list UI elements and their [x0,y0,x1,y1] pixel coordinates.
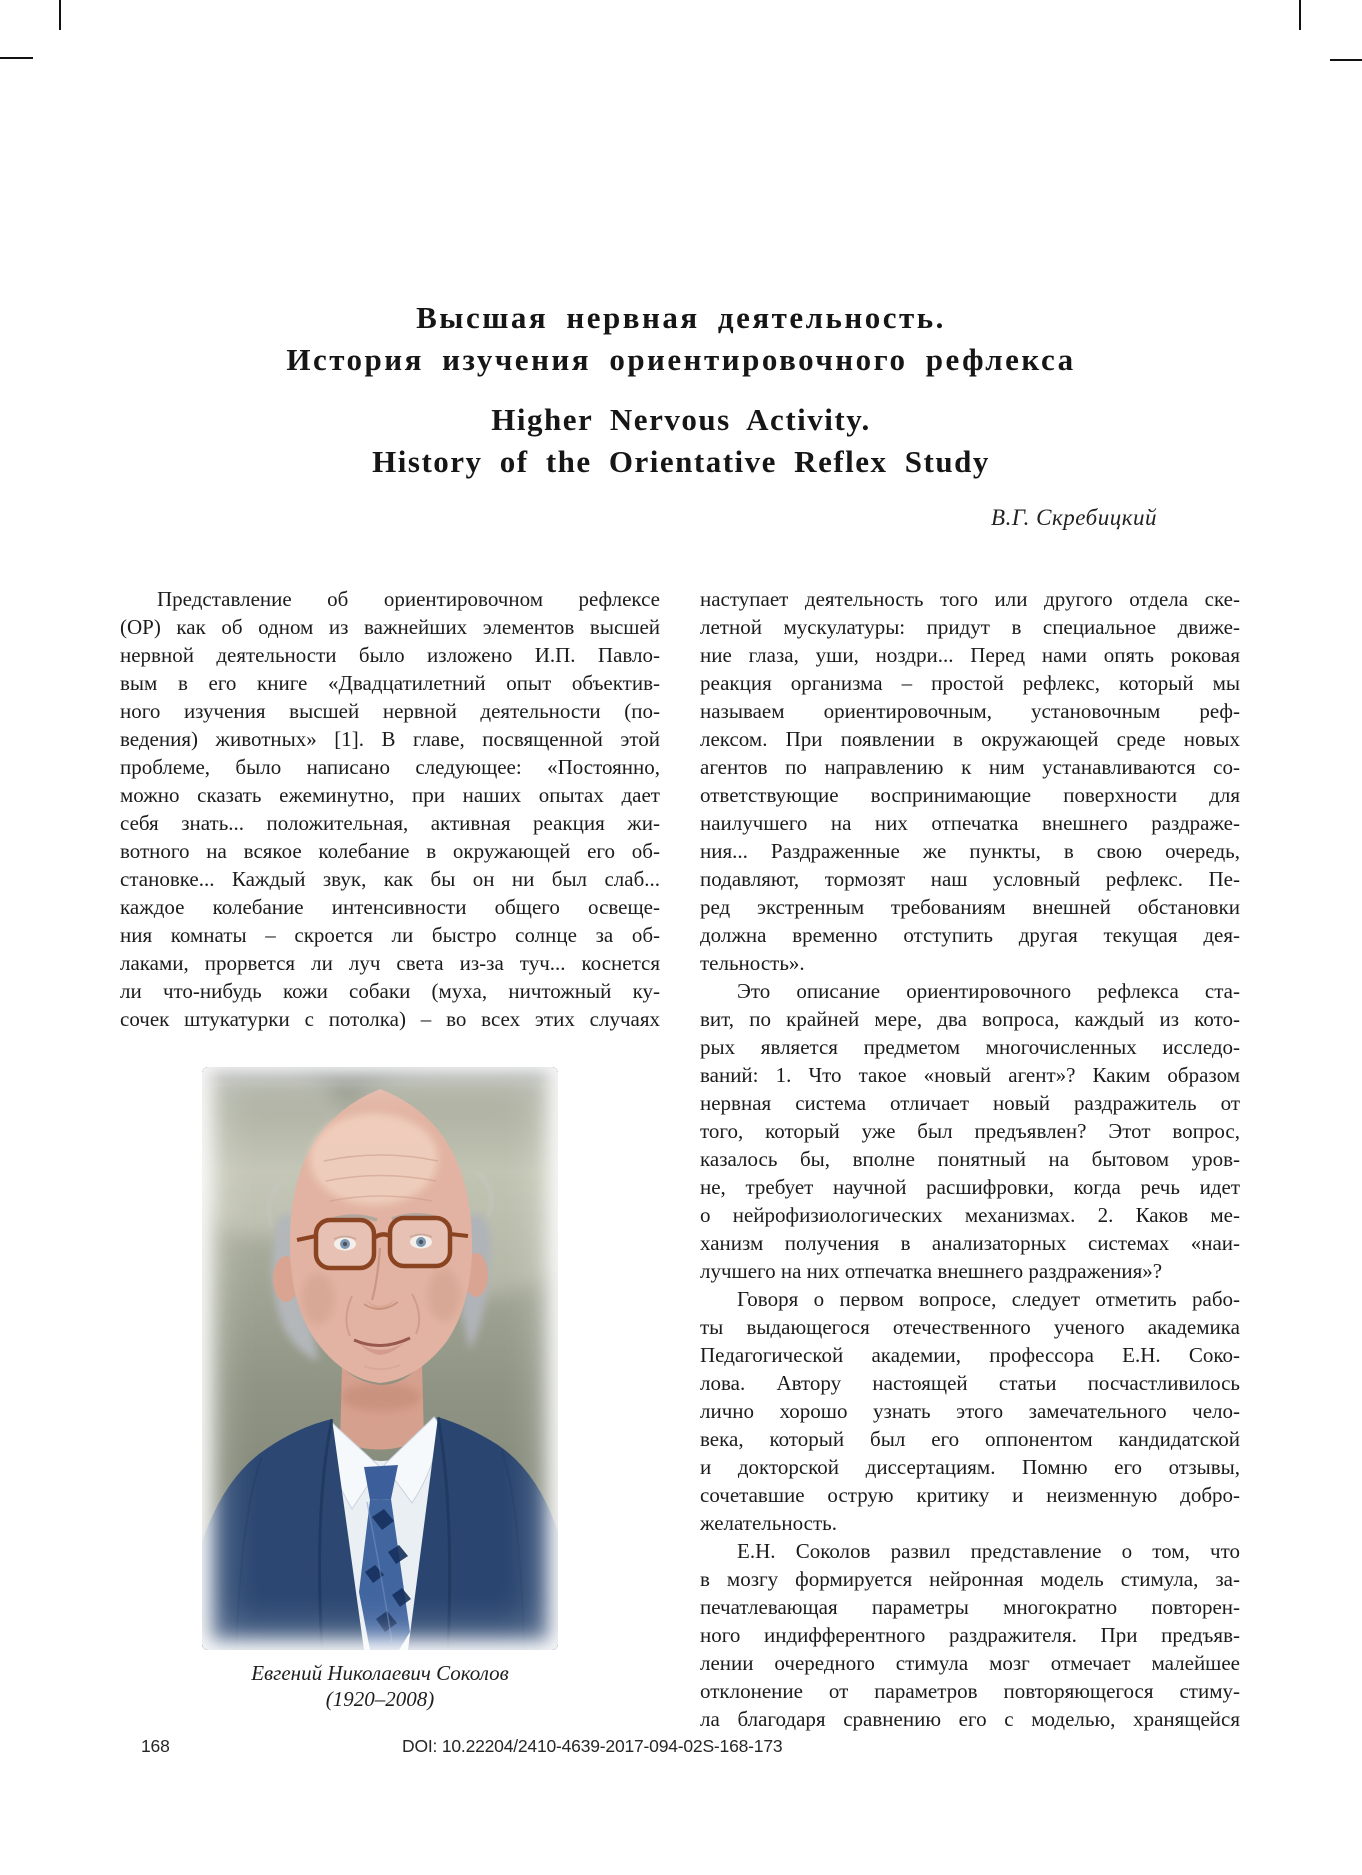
text-line: должна временно отступить другая текущая дея- [700,923,1240,947]
right-text-column [700,585,1240,1733]
text-line: вит, по крайней мере, два вопроса, каждый из кото- [700,1007,1240,1031]
text-line: ния комнаты – скроется ли быстро солнце за об- [120,923,660,947]
text-line: желательность. [700,1511,837,1535]
text-line: лаками, прорвется ли луч света из-за туч... коснется [120,951,660,975]
photo-caption [120,1660,640,1712]
text-line: ответствующие воспринимающие поверхности для [700,783,1240,807]
text-line: агентов по направлению к ним устанавливаются со- [700,755,1240,779]
portrait-photo [202,1067,558,1650]
left-text-column [120,585,660,1033]
text-line: не, требует научной расшифровки, когда речь идет [700,1175,1240,1199]
text-line: называем ориентировочным, установочным реф- [700,699,1240,723]
text-line: ты выдающегося отечественного ученого академика [700,1315,1240,1339]
text-line: того, который уже был предъявлен? Этот вопрос, [700,1119,1240,1143]
text-line: себя знать... положительная, активная реакция жи- [120,811,660,835]
text-line: и докторской диссертациям. Помню его отзывы, [700,1455,1240,1479]
title-line: History of the Orientative Reflex Study [372,444,990,479]
text-line: сочек штукатурки с потолка) – во всех этих случаях [120,1007,660,1031]
text-line: ла благодаря сравнению его с моделью, хранящейся [700,1707,1240,1731]
title-line: История изучения ориентировочного рефлекса [286,342,1076,377]
text-line: лексом. При появлении в окружающей среде новых [700,727,1240,751]
caption-name: Евгений Николаевич Соколов [251,1661,509,1685]
text-line: лично хорошо узнать этого замечательного чело- [700,1399,1240,1423]
text-line: в мозгу формируется нейронная модель стимула, за- [700,1567,1240,1591]
text-line: ного изучения высшей нервной деятельности (по- [120,699,660,723]
text-line: печатлевающая параметры многократно повторен- [700,1595,1240,1619]
text-line: каждое колебание интенсивности общего освеще- [120,895,660,919]
doi-text: DOI: 10.22204/2410-4639-2017-094-02S-168-173 [402,1736,783,1756]
crop-mark-top-left-vertical [59,0,61,30]
text-line: реакция организма – простой рефлекс, который мы [700,671,1240,695]
portrait-illustration [202,1067,558,1650]
text-line: Это описание ориентировочного рефлекса ста- [737,979,1240,1003]
text-line: Е.Н. Соколов развил представление о том, что [737,1539,1240,1563]
text-line: ред экстренным требованиям внешней обстановки [700,895,1240,919]
title-line: Higher Nervous Activity. [491,402,871,437]
text-line: тельность». [700,951,805,975]
text-line: становке... Каждый звук, как бы он ни был слаб... [120,867,660,891]
text-line: Педагогической академии, профессора Е.Н. Соко- [700,1343,1240,1367]
text-line: ния... Раздраженные же пункты, в свою очередь, [700,839,1240,863]
text-line: можно сказать ежеминутно, при наших опытах дает [120,783,660,807]
text-line: вотного на всякое колебание в окружающей его об- [120,839,660,863]
text-line: о нейрофизиологических механизмах. 2. Каков ме- [700,1203,1240,1227]
title-line: Высшая нервная деятельность. [416,300,946,335]
text-line: ханизм получения в анализаторных системах «наи- [700,1231,1240,1255]
text-line: лении очередного стимула мозг отмечает малейшее [700,1651,1240,1675]
article-title-english [111,399,1251,483]
article-title-russian [111,297,1251,381]
text-line: проблеме, было написано следующее: «Постоянно, [120,755,660,779]
text-line: ведения) животных» [1]. В главе, посвященной этой [120,727,660,751]
text-line: наступает деятельность того или другого отдела ске- [700,587,1240,611]
text-line: лова. Автору настоящей статьи посчастливилось [700,1371,1240,1395]
text-line: наилучшего на них отпечатка внешнего раздраже- [700,811,1240,835]
text-line: подавляют, тормозят наш условный рефлекс. Пе- [700,867,1240,891]
text-line: ние глаза, уши, ноздри... Перед нами опять роковая [700,643,1240,667]
crop-mark-top-left-horizontal [0,57,33,59]
text-line: нервная система отличает новый раздражитель от [700,1091,1240,1115]
text-line: ного индифферентного раздражителя. При предъяв- [700,1623,1240,1647]
text-line: века, который был его оппонентом кандидатской [700,1427,1240,1451]
text-line: вым в его книге «Двадцатилетний опыт объектив- [120,671,660,695]
text-line: ваний: 1. Что такое «новый агент»? Каким образом [700,1063,1240,1087]
text-line: сочетавшие острую критику и неизменную добро- [700,1483,1240,1507]
author-name: В.Г. Скребицкий [991,505,1157,530]
text-line: рых является предметом многочисленных исследо- [700,1035,1240,1059]
text-line: лучшего на них отпечатка внешнего раздражения»? [700,1259,1163,1283]
text-line: казалось бы, вполне понятный на бытовом уров- [700,1147,1240,1171]
text-line: Представление об ориентировочном рефлексе [157,587,660,611]
text-line: ли что-нибудь кожи собаки (муха, ничтожный ку- [120,979,660,1003]
text-line: нервной деятельности было изложено И.П. Павло- [120,643,660,667]
caption-years: (1920–2008) [325,1687,435,1711]
crop-mark-top-right-vertical [1299,0,1301,30]
text-line: (ОР) как об одном из важнейших элементов высшей [120,615,660,639]
text-line: летной мускулатуры: придут в специальное движе- [700,615,1240,639]
crop-mark-top-right-horizontal [1330,59,1362,61]
text-line: Говоря о первом вопросе, следует отметить рабо- [737,1287,1240,1311]
page-number: 168 [141,1736,170,1756]
text-line: отклонение от параметров повторяющегося стиму- [700,1679,1240,1703]
